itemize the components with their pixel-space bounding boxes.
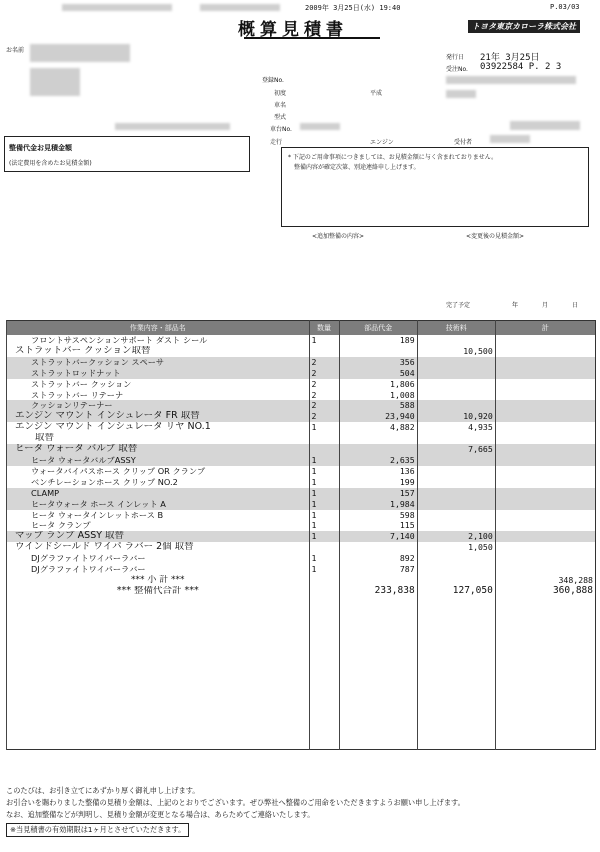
- row-qty: 1: [309, 335, 339, 346]
- row-item-name: 取替: [7, 433, 310, 444]
- empty-cell: [417, 629, 495, 640]
- empty-row: [7, 717, 596, 728]
- empty-cell: [417, 717, 495, 728]
- empty-cell: [309, 684, 339, 695]
- footer-line2: お引合いを賜わりました整備の見積り金額は、上記のとおりでございます。ぜひ弊社へ整備のご用命をいただきますようお願い申し上げます。: [6, 798, 465, 807]
- row-item-name: ヒータ ウォータ バルブ 取替: [7, 444, 310, 455]
- table-row: [7, 564, 596, 575]
- row-parts: 892: [339, 553, 417, 564]
- title-underline: [244, 37, 380, 39]
- empty-row: [7, 597, 596, 608]
- empty-cell: [495, 619, 595, 630]
- row-item-name: CLAMP: [7, 488, 310, 499]
- row-total: [495, 531, 595, 542]
- row-qty: 2: [309, 400, 339, 411]
- empty-cell: [495, 597, 595, 608]
- empty-cell: [309, 651, 339, 662]
- row-labor: 10,920: [417, 411, 495, 422]
- empty-cell: [309, 629, 339, 640]
- empty-cell: [309, 597, 339, 608]
- row-qty: 2: [309, 411, 339, 422]
- empty-row: [7, 706, 596, 717]
- empty-cell: [7, 619, 310, 630]
- table-row: [7, 466, 596, 477]
- empty-row: [7, 619, 596, 630]
- empty-cell: [309, 727, 339, 738]
- row-parts: 189: [339, 335, 417, 346]
- row-total: [495, 520, 595, 531]
- row-parts: [339, 542, 417, 553]
- row-labor: [417, 357, 495, 368]
- empty-cell: [339, 684, 417, 695]
- row-qty: 1: [309, 553, 339, 564]
- table-row: [7, 346, 596, 357]
- empty-cell: [495, 651, 595, 662]
- empty-cell: [7, 608, 310, 619]
- row-parts: 115: [339, 520, 417, 531]
- table-row: [7, 390, 596, 401]
- table-row: [7, 433, 596, 444]
- maintenance-box-title: 整備代金お見積金額: [9, 144, 72, 152]
- table-row: [7, 531, 596, 542]
- row-parts: 588: [339, 400, 417, 411]
- row-item-name: ストラットバークッション スペーサ: [7, 357, 310, 368]
- table-row: [7, 488, 596, 499]
- row-labor: [417, 433, 495, 444]
- row-parts: 136: [339, 466, 417, 477]
- row-item-name: ウインドシールド ワイパ ラバー 2個 取替: [7, 542, 310, 553]
- empty-cell: [339, 662, 417, 673]
- empty-cell: [7, 640, 310, 651]
- row-parts: 598: [339, 510, 417, 521]
- notice-box: [281, 147, 589, 227]
- empty-cell: [417, 651, 495, 662]
- row-parts: 2,635: [339, 455, 417, 466]
- receipt-no: 03922584 P. 2 3: [480, 62, 562, 72]
- empty-cell: [309, 662, 339, 673]
- notice-left-label: <追加整備の内容>: [312, 233, 365, 240]
- row-parts: 1,806: [339, 379, 417, 390]
- fax-datetime: 2009年 3月25日(水) 19:40: [305, 4, 401, 12]
- row-item-name: ストラットロッドナット: [7, 368, 310, 379]
- row-total: [495, 346, 595, 357]
- table-row: [7, 510, 596, 521]
- empty-cell: [7, 662, 310, 673]
- row-parts: 356: [339, 357, 417, 368]
- row-item-name: マップ ランプ ASSY 取替: [7, 531, 310, 542]
- table-row: [7, 455, 596, 466]
- empty-row: [7, 738, 596, 749]
- row-parts: [339, 444, 417, 455]
- row-labor: 2,100: [417, 531, 495, 542]
- row-total: [495, 553, 595, 564]
- issue-date: 21年 3月25日: [480, 53, 540, 63]
- empty-cell: [495, 608, 595, 619]
- row-item-name: ヒータ ウォータバルブASSY: [7, 455, 310, 466]
- empty-cell: [309, 619, 339, 630]
- empty-cell: [417, 619, 495, 630]
- row-labor: [417, 466, 495, 477]
- row-qty: 1: [309, 531, 339, 542]
- row-parts: 199: [339, 477, 417, 488]
- first-reg-label: 初度: [274, 90, 287, 97]
- table-row: [7, 357, 596, 368]
- empty-cell: [339, 619, 417, 630]
- empty-cell: [417, 695, 495, 706]
- row-total: [495, 357, 595, 368]
- row-qty: 1: [309, 510, 339, 521]
- mileage-value: エンジン: [370, 139, 394, 146]
- maintenance-box-subtitle: (法定費用を含めたお見積金額): [9, 160, 92, 167]
- completion-day: 日: [572, 302, 579, 309]
- row-total: [495, 379, 595, 390]
- row-parts: 23,940: [339, 411, 417, 422]
- row-labor: 1,050: [417, 542, 495, 553]
- row-labor: [417, 368, 495, 379]
- empty-cell: [339, 597, 417, 608]
- row-parts: 7,140: [339, 531, 417, 542]
- first-reg-value: 平成: [370, 90, 383, 97]
- row-labor: [417, 379, 495, 390]
- row-labor: [417, 335, 495, 346]
- row-qty: [309, 346, 339, 357]
- empty-row: [7, 673, 596, 684]
- empty-cell: [339, 706, 417, 717]
- table-row: [7, 422, 596, 433]
- row-qty: 2: [309, 390, 339, 401]
- row-total: [495, 335, 595, 346]
- row-item-name: DJグラファイトワイパーラバー: [7, 564, 310, 575]
- mileage-label: 走行: [270, 139, 283, 146]
- empty-cell: [7, 673, 310, 684]
- empty-cell: [7, 738, 310, 749]
- row-parts: [339, 346, 417, 357]
- empty-cell: [339, 673, 417, 684]
- model-label: 型式: [274, 114, 287, 121]
- row-item-name: ストラットバー クッション: [7, 379, 310, 390]
- table-row: [7, 411, 596, 422]
- empty-cell: [417, 684, 495, 695]
- row-item-name: ヒータ クランプ: [7, 520, 310, 531]
- col-header-qty: 数量: [309, 321, 339, 336]
- row-qty: [309, 433, 339, 444]
- grand-total-row: [7, 586, 596, 597]
- table-row: [7, 379, 596, 390]
- empty-cell: [417, 597, 495, 608]
- empty-cell: [339, 640, 417, 651]
- row-item-name: ストラットバー リテーナ: [7, 390, 310, 401]
- grand-total-label: *** 整備代合計 ***: [7, 586, 310, 597]
- empty-cell: [495, 717, 595, 728]
- row-total: [495, 499, 595, 510]
- empty-cell: [7, 629, 310, 640]
- estimate-table: [6, 320, 596, 750]
- empty-cell: [417, 608, 495, 619]
- empty-row: [7, 695, 596, 706]
- empty-cell: [7, 727, 310, 738]
- reg-no-label: 登録No.: [262, 77, 284, 84]
- table-row: [7, 335, 596, 346]
- row-total: [495, 444, 595, 455]
- document-title: 概算見積書: [238, 20, 348, 40]
- empty-row: [7, 640, 596, 651]
- empty-cell: [339, 695, 417, 706]
- subtotal-total: 348,288: [495, 575, 595, 586]
- row-item-name: ヒータ ウォータインレットホース B: [7, 510, 310, 521]
- empty-cell: [495, 706, 595, 717]
- row-labor: [417, 400, 495, 411]
- row-total: [495, 488, 595, 499]
- subtotal-label: *** 小 計 ***: [7, 575, 310, 586]
- table-row: [7, 553, 596, 564]
- table-row: [7, 444, 596, 455]
- row-labor: 4,935: [417, 422, 495, 433]
- row-total: [495, 564, 595, 575]
- row-total: [495, 433, 595, 444]
- row-item-name: ウォータバイパスホース クリップ OR クランプ: [7, 466, 310, 477]
- row-parts: 157: [339, 488, 417, 499]
- row-labor: [417, 390, 495, 401]
- row-total: [495, 368, 595, 379]
- empty-row: [7, 651, 596, 662]
- empty-cell: [495, 662, 595, 673]
- row-total: [495, 542, 595, 553]
- row-item-name: ストラットバー クッション取替: [7, 346, 310, 357]
- empty-cell: [7, 717, 310, 728]
- row-item-name: フロントサスペンションサポート ダスト シール: [7, 335, 310, 346]
- completion-year: 年: [512, 302, 519, 309]
- row-qty: 1: [309, 488, 339, 499]
- row-qty: 1: [309, 499, 339, 510]
- row-total: [495, 455, 595, 466]
- footer-line1: このたびは、お引き立てにあずかり厚く御礼申し上げます。: [6, 786, 200, 795]
- row-labor: [417, 510, 495, 521]
- notice-line1: * 下記のご用命事項につきましては、お見積金額に与く含まれておりません。: [288, 154, 498, 161]
- row-parts: 1,984: [339, 499, 417, 510]
- row-labor: [417, 477, 495, 488]
- chassis-label: 車台No.: [270, 126, 292, 133]
- empty-cell: [417, 673, 495, 684]
- company-logo: トヨタ東京カローラ株式会社: [468, 20, 580, 33]
- row-qty: 1: [309, 455, 339, 466]
- row-qty: [309, 444, 339, 455]
- fax-page: P.03/03: [550, 3, 580, 11]
- row-total: [495, 411, 595, 422]
- row-labor: 7,665: [417, 444, 495, 455]
- empty-cell: [309, 738, 339, 749]
- row-item-name: ヒータウォータ ホース インレット A: [7, 499, 310, 510]
- col-header-parts: 部品代金: [339, 321, 417, 336]
- row-labor: [417, 564, 495, 575]
- empty-row: [7, 629, 596, 640]
- receipt-no-label: 受注No.: [446, 66, 468, 73]
- empty-cell: [309, 695, 339, 706]
- empty-cell: [417, 738, 495, 749]
- completion-label: 完了予定: [446, 302, 471, 309]
- empty-cell: [495, 684, 595, 695]
- empty-cell: [417, 662, 495, 673]
- empty-cell: [309, 640, 339, 651]
- empty-cell: [417, 727, 495, 738]
- row-item-name: クッションリテーナー: [7, 400, 310, 411]
- empty-cell: [339, 717, 417, 728]
- table-row: [7, 477, 596, 488]
- empty-cell: [339, 651, 417, 662]
- table-row: [7, 520, 596, 531]
- table-row: [7, 499, 596, 510]
- row-labor: [417, 499, 495, 510]
- empty-cell: [339, 629, 417, 640]
- row-qty: 1: [309, 422, 339, 433]
- row-item-name: エンジン マウント インシュレータ FR 取替: [7, 411, 310, 422]
- row-qty: 2: [309, 379, 339, 390]
- empty-row: [7, 608, 596, 619]
- row-item-name: DJグラファイトワイパーラバー: [7, 553, 310, 564]
- empty-cell: [339, 608, 417, 619]
- empty-cell: [309, 706, 339, 717]
- row-qty: 1: [309, 564, 339, 575]
- empty-cell: [7, 695, 310, 706]
- row-labor: [417, 553, 495, 564]
- table-row: [7, 542, 596, 553]
- empty-cell: [495, 640, 595, 651]
- row-item-name: エンジン マウント インシュレータ リヤ NO.1: [7, 422, 310, 433]
- empty-cell: [495, 695, 595, 706]
- row-parts: 4,882: [339, 422, 417, 433]
- empty-cell: [309, 608, 339, 619]
- empty-cell: [495, 738, 595, 749]
- customer-name-label: お名前: [6, 47, 25, 54]
- empty-cell: [309, 673, 339, 684]
- row-parts: 1,008: [339, 390, 417, 401]
- row-parts: 787: [339, 564, 417, 575]
- row-total: [495, 477, 595, 488]
- empty-cell: [495, 727, 595, 738]
- empty-cell: [7, 684, 310, 695]
- empty-row: [7, 727, 596, 738]
- grand-total-labor: 127,050: [417, 586, 495, 597]
- empty-cell: [495, 629, 595, 640]
- col-header-total: 計: [495, 321, 595, 336]
- footer-line3: なお、追加整備などが判明し、見積り金額が変更となる場合は、あらためてご連絡いたします。: [6, 810, 315, 819]
- footer-validity-note: ※当見積書の有効期限は1ヶ月とさせていただきます。: [6, 823, 189, 837]
- table-header-row: [7, 321, 596, 336]
- grand-total-total: 360,888: [495, 586, 595, 597]
- empty-row: [7, 684, 596, 695]
- col-header-item: 作業内容・部品名: [7, 321, 310, 336]
- empty-cell: [7, 597, 310, 608]
- row-parts: [339, 433, 417, 444]
- row-item-name: ベンチレーションホース クリップ NO.2: [7, 477, 310, 488]
- row-qty: 2: [309, 357, 339, 368]
- row-qty: 1: [309, 520, 339, 531]
- notice-right-label: <変更後の見積金額>: [466, 233, 525, 240]
- row-total: [495, 400, 595, 411]
- empty-cell: [417, 706, 495, 717]
- row-total: [495, 422, 595, 433]
- issue-date-label: 発行日: [446, 54, 465, 61]
- empty-cell: [7, 706, 310, 717]
- grand-total-parts: 233,838: [339, 586, 417, 597]
- car-name-label: 車名: [274, 102, 287, 109]
- row-labor: [417, 488, 495, 499]
- row-total: [495, 510, 595, 521]
- completion-month: 月: [542, 302, 549, 309]
- empty-cell: [339, 727, 417, 738]
- row-qty: 1: [309, 466, 339, 477]
- row-labor: [417, 455, 495, 466]
- subtotal-row: [7, 575, 596, 586]
- empty-cell: [339, 738, 417, 749]
- row-labor: [417, 520, 495, 531]
- maintenance-amount-box: [4, 136, 250, 172]
- row-parts: 504: [339, 368, 417, 379]
- row-qty: [309, 542, 339, 553]
- notice-line2: 整備内容が確定次第、別途連絡申し上げます。: [294, 164, 420, 171]
- row-total: [495, 390, 595, 401]
- empty-cell: [7, 651, 310, 662]
- row-qty: 1: [309, 477, 339, 488]
- col-header-labor: 技術料: [417, 321, 495, 336]
- table-row: [7, 400, 596, 411]
- row-qty: 2: [309, 368, 339, 379]
- staff-label: 受付者: [454, 139, 473, 146]
- empty-cell: [309, 717, 339, 728]
- row-labor: 10,500: [417, 346, 495, 357]
- table-row: [7, 368, 596, 379]
- empty-cell: [417, 640, 495, 651]
- empty-cell: [495, 673, 595, 684]
- empty-row: [7, 662, 596, 673]
- row-total: [495, 466, 595, 477]
